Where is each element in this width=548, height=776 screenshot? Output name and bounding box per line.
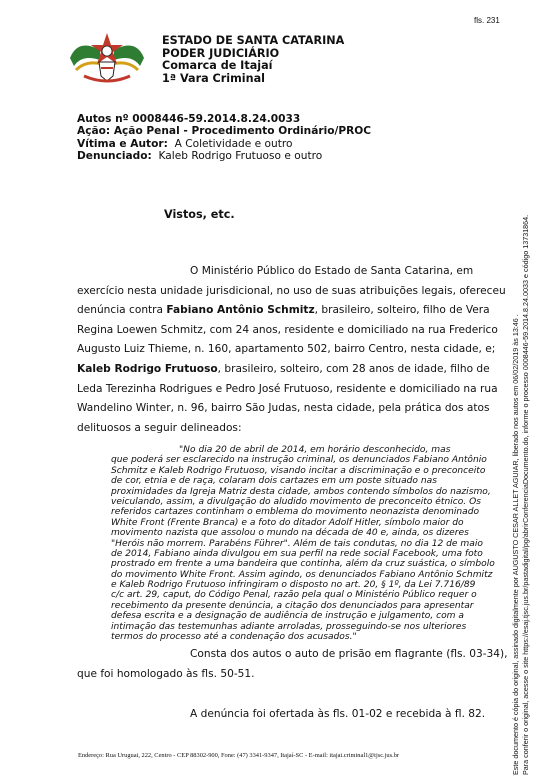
quote-line: White Front (Frente Branca) e a foto do ditador Adolf Hitler, símbolo maior do xyxy=(111,517,464,528)
court-division: 1ª Vara Criminal xyxy=(162,71,265,85)
district-name: Comarca de Itajaí xyxy=(162,59,273,73)
paragraph-line: delituosos a seguir delineados: xyxy=(77,421,242,434)
quote-line: referidos cartazes continham o emblema do movimento neonazista denominado xyxy=(111,507,480,518)
tail-line-2: que foi homologado às fls. 50-51. xyxy=(77,668,255,680)
state-coat-of-arms xyxy=(64,30,150,84)
quote-line: de cor, etnia e de raça, colaram dois cartazes em um poste situado nas xyxy=(111,476,437,487)
quote-line: veiculando, assim, a divulgação do aludido movimento de preconceito étnico. Os xyxy=(111,496,481,507)
signature-line-2: Para conferir o original, acesse o site https://esaj.tjsc.jus.br/pastadigital/pg/abrirConferenciaDocumento.do, informe o processo 0008446-59.2014.8.24.0033 e código 13731864. xyxy=(521,214,530,775)
defendant-name-2: Kaleb Rodrigo Frutuoso xyxy=(77,362,218,375)
page-footer: Endereço: Rua Uruguai, 222, Centro - CEP 88302-900, Fone: (47) 3341-9347, Itajaí-SC - E-mail: itajai.criminal1@tjsc.jus.br xyxy=(78,752,400,759)
quote-line: que poderá ser esclarecido na instrução criminal, os denunciados Fabiano Antônio xyxy=(111,455,487,466)
paragraph-line: Augusto Luiz Thieme, n. 160, apartamento 502, bairro Centro, nesta cidade, e; xyxy=(77,343,496,356)
quote-line: de 2014, Fabiano ainda divulgou em sua perfil na rede social Facebook, uma foto xyxy=(111,548,483,559)
court-header xyxy=(162,35,344,85)
quote-line: do movimento White Front. Assim agindo, os denunciados Fabiano Antônio Schmitz xyxy=(111,569,493,580)
paragraph-line: denúncia contra Fabiano Antônio Schmitz, brasileiro, solteiro, filho de Vera xyxy=(77,304,490,317)
paragraph-line: Wandelino Winter, n. 96, bairro São Judas, nesta cidade, pela prática dos atos xyxy=(77,402,490,415)
tail-line-3: A denúncia foi ofertada às fls. 01-02 e recebida à fl. 82. xyxy=(190,708,486,720)
defendant-value: Kaleb Rodrigo Frutuoso e outro xyxy=(158,150,323,163)
digital-signature-note xyxy=(511,215,531,775)
quote-line: recebimento da presente denúncia, a citação dos denunciados para apresentar xyxy=(111,600,474,611)
defendant-label: Denunciado: xyxy=(77,150,152,163)
quote-line: "No dia 20 de abril de 2014, em horário desconhecido, mas xyxy=(179,445,451,455)
indictment-quote xyxy=(111,445,495,643)
state-name: ESTADO DE SANTA CATARINA xyxy=(162,34,345,47)
main-paragraph xyxy=(77,262,506,438)
quote-line: e Kaleb Rodrigo Frutuoso infringiram o disposto no art. 20, § 1º, da Lei 7.716/89 xyxy=(111,580,476,591)
quote-line: termos do processo até a condenação dos acusados." xyxy=(111,632,357,643)
paragraph-line: exercício nesta unidade jurisdicional, no uso de suas atribuições legais, ofereceu xyxy=(77,284,506,297)
case-info xyxy=(77,113,371,163)
quote-line: "Heróis não morrem. Parabéns Führer". Além de tais condutas, no dia 12 de maio xyxy=(111,538,483,549)
defendant-name-1: Fabiano Antônio Schmitz xyxy=(166,304,315,317)
quote-line: prostrado em frente a uma bandeira que continha, além da cruz suástica, o símbolo xyxy=(111,559,495,570)
quote-line: c/c art. 29, caput, do Código Penal, razão pela qual o Ministério Público requer o xyxy=(111,590,477,601)
quote-line: defesa escrita e a designação de audiência de instrução e julgamento, com a xyxy=(111,611,464,622)
paragraph-line: O Ministério Público do Estado de Santa Catarina, em xyxy=(190,265,474,277)
paragraph-line: Kaleb Rodrigo Frutuoso, brasileiro, solteiro, com 28 anos de idade, filho de xyxy=(77,362,490,375)
quote-line: proximidades da Igreja Matriz desta cidade, ambos contendo símbolos do nazismo, xyxy=(111,486,491,497)
judiciary-name: PODER JUDICIÁRIO xyxy=(162,46,280,60)
signature-line-1: Este documento é cópia do original, assinado digitalmente por AUGUSTO CESAR ALLET AGUIAR, liberado nos autos em 06/02/2019 às 13:46 . xyxy=(511,314,520,775)
victim-value: A Coletividade e outro xyxy=(174,137,293,150)
quote-line: movimento nazista que assolou o mundo na década de 40 e, ainda, os dizeres xyxy=(111,528,469,539)
paragraph-line: Leda Terezinha Rodrigues e Pedro José Frutuoso, residente e domiciliado na rua xyxy=(77,382,498,395)
tail-line-1: Consta dos autos o auto de prisão em flagrante (fls. 03-34), xyxy=(190,648,508,660)
page-number: fls. 231 xyxy=(474,16,500,25)
case-number: Autos nº 0008446-59.2014.8.24.0033 xyxy=(77,113,301,125)
case-action: Ação: Ação Penal - Procedimento Ordinário/PROC xyxy=(77,125,372,138)
quote-line: intimação das testemunhas adiante arroladas, prosseguindo-se nos ulteriores xyxy=(111,621,467,632)
vistos-heading: Vistos, etc. xyxy=(164,208,235,221)
paragraph-line: Regina Loewen Schmitz, com 24 anos, residente e domiciliado na rua Frederico xyxy=(77,323,498,336)
quote-line: Schmitz e Kaleb Rodrigo Frutuoso, visando incitar a discriminação e o preconceito xyxy=(111,465,486,476)
victim-label: Vítima e Autor: xyxy=(77,137,168,150)
